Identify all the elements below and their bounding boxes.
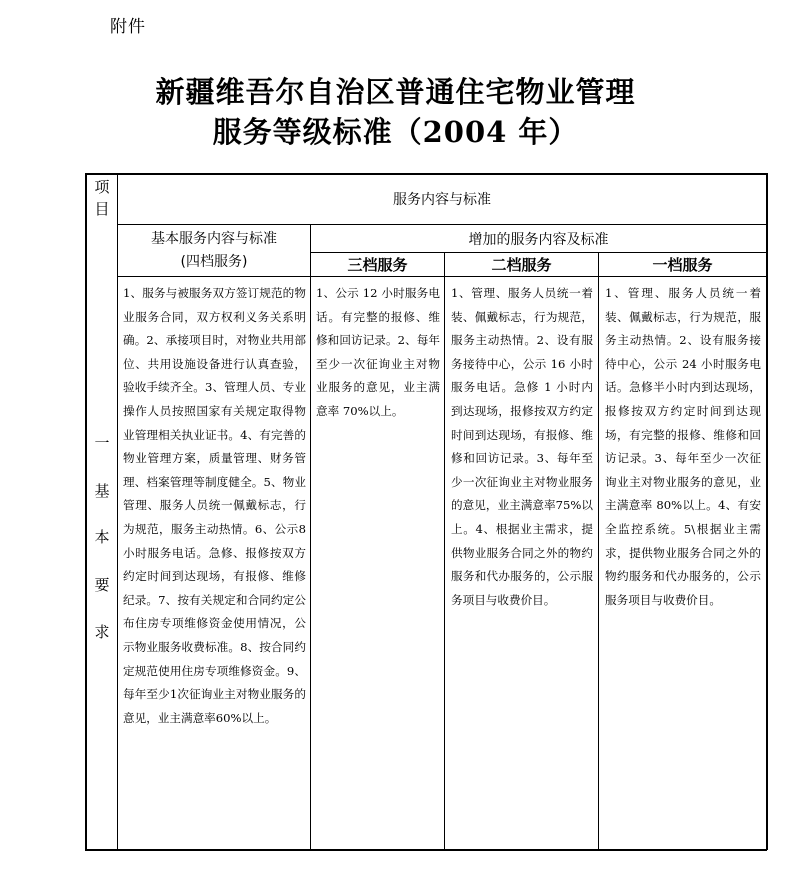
row-label-char: 本 <box>94 528 110 546</box>
grade2-content: 1、管理、服务人员统一着装、佩戴标志，行为规范，服务主动热情。2、设有服务接待中心，公示 16 小时服务电话。急修 1 小时内到达现场，报修按双方约定时间到达现场，有报修、维修和回访记录。3、每年至少一次征询业主对物业服务的意见，业主满意率75%以上。4、根据业主需求，提供物业服务合同之外的物约服务和代办服务的，公示服务项目与收费价目。 <box>451 286 593 607</box>
added-header: 增加的服务内容及标准 <box>468 231 609 248</box>
grade1-header: 一档服务 <box>652 256 713 274</box>
basic-header <box>118 225 310 276</box>
table-border-left <box>85 173 87 850</box>
service-header: 服务内容与标准 <box>393 192 491 208</box>
basic-content: 1、服务与被服务双方签订规范的物业服务合同，双方权利义务关系明确。2、承接项目时，对物业共用部位、共用设施设备进行认真查验，验收手续齐全。3、管理人员、专业操作人员按照国家有关规定取得物业管理相关执业证书。4、有完善的物业管理方案，质量管理、财务管理、档案管理等制度健全。5、物业管理、服务人员统一佩戴标志，行为规范，服务主动热情。6、公示8小时服务电话。急修、报修按双方约定时间到达现场，有报修、维修纪录。7、按有关规定和合同约定公布住房专项维修资金使用情况，公示物业服务收费标准。8、按合同约定规范使用住房专项维修资金。9、每年至少1次征询业主对物业服务的意见，业主满意率60%以上。 <box>123 286 306 725</box>
grade3-header: 三档服务 <box>347 256 408 274</box>
grade3-content: 1、公示 12 小时服务电话。有完整的报修、维修和回访记录。2、每年至少一次征询业主对物业服务的意见，业主满意率 70%以上。 <box>316 286 440 418</box>
table-border-bottom <box>85 849 767 851</box>
row-label-char: 基 <box>94 482 110 500</box>
item-header <box>87 176 117 220</box>
basic-header-line1: 基本服务内容与标准 <box>151 230 277 247</box>
row-label-char: 要 <box>94 576 110 594</box>
document-title-line1: 新疆维吾尔自治区普通住宅物业管理 <box>155 75 636 109</box>
grade2-header: 二档服务 <box>491 256 552 274</box>
item-header-char2: 目 <box>94 200 110 218</box>
table-line-grades <box>117 276 767 277</box>
table-line-grade2-col <box>598 252 599 850</box>
basic-header-line2: (四档服务) <box>180 253 248 270</box>
row-label-char: 求 <box>94 623 110 641</box>
grade1-content: 1、管理、服务人员统一着装、佩戴标志，行为规范，服务主动热情。2、设有服务接待中心，公示 24 小时服务电话。急修半小时内到达现场，报修按双方约定时间到达现场，有完整的报修、维修和回访记录。3、每年至少一次征询业主对物业服务的意见，业主满意率 80%以上。4、有安全监控系统。5\根据业主需求，提供物业服务合同之外的物约服务和代办服务的，公示服务项目与收费价目。 <box>605 286 761 607</box>
item-header-char1: 项 <box>94 178 110 196</box>
attachment-label: 附件 <box>110 17 146 37</box>
document-title-line2: 服务等级标准（2004 年） <box>212 115 579 149</box>
table-line-grade3-col <box>444 252 445 850</box>
row-label-char: 一 <box>94 434 110 452</box>
table-border-right <box>766 173 768 850</box>
table-line-basic-col <box>310 224 311 850</box>
